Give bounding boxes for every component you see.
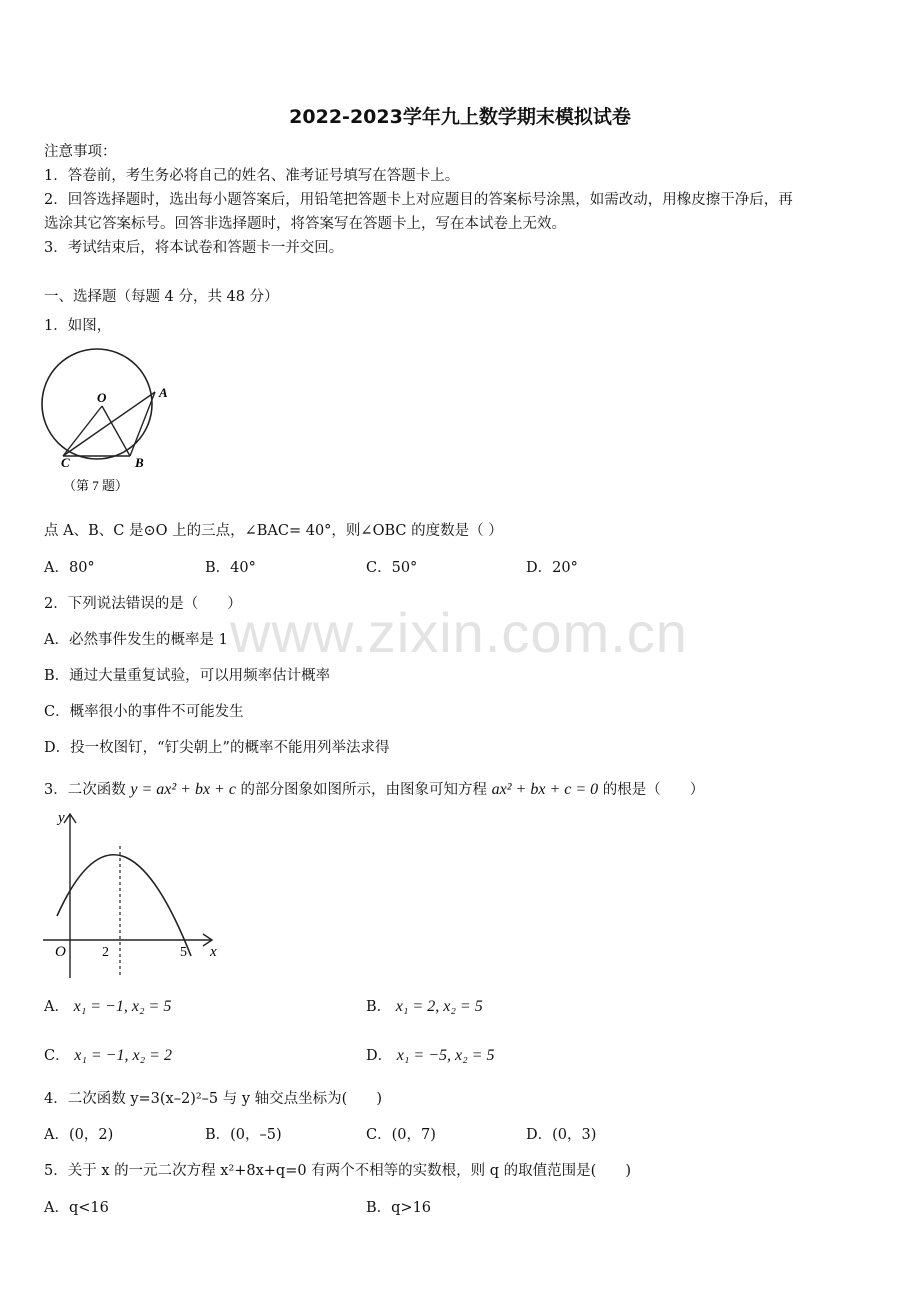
q3-option-b-letter: B． bbox=[366, 999, 392, 1015]
notice-item-2-cont: 选涂其它答案标号。回答非选择题时，将答案写在答题卡上，写在本试卷上无效。 bbox=[44, 216, 566, 232]
q1-option-d: D．20° bbox=[526, 560, 578, 576]
label-a: A bbox=[159, 385, 168, 400]
q3-parabola-graph bbox=[40, 806, 230, 980]
q3-stem bbox=[44, 778, 704, 799]
q2-option-a: A．必然事件发生的概率是 1 bbox=[44, 632, 228, 648]
q1-option-c: C．50° bbox=[366, 560, 418, 576]
q3-option-b bbox=[366, 995, 483, 1016]
q3-option-d-expr: x₁ = −5, x₂ = 5 bbox=[396, 1047, 495, 1064]
notice-item-3: 3．考试结束后，将本试卷和答题卡一并交回。 bbox=[44, 240, 344, 256]
q3-equation-expr: ax² + bx + c = 0 bbox=[491, 781, 599, 798]
label-c: C bbox=[61, 455, 70, 470]
notice-item-2: 2．回答选择题时，选出每小题答案后，用铅笔把答题卡上对应题目的答案标号涂黑，如需改动，用橡皮擦干净后，再 bbox=[44, 192, 793, 208]
q4-option-b: B．(0，–5) bbox=[205, 1127, 282, 1143]
q3-end: 的根是（ ） bbox=[602, 782, 705, 798]
segment-ca bbox=[63, 392, 155, 456]
segment-ab bbox=[130, 392, 155, 456]
y-label: y bbox=[58, 810, 65, 826]
q3-option-a-letter: A． bbox=[44, 999, 69, 1015]
q1-text: 点 A、B、C 是⊙O 上的三点，∠BAC= 40°，则∠OBC 的度数是（ ） bbox=[44, 523, 503, 539]
q3-option-c-expr: x₁ = −1, x₂ = 2 bbox=[74, 1047, 172, 1064]
label-o: O bbox=[97, 390, 107, 405]
q4-option-a: A．(0，2) bbox=[44, 1127, 114, 1143]
label-b: B bbox=[135, 455, 144, 470]
segment-oc bbox=[63, 406, 102, 456]
q2-stem: 2．下列说法错误的是（ ） bbox=[44, 596, 242, 612]
figure-caption: （第 7 题） bbox=[63, 478, 129, 493]
x-label: x bbox=[210, 944, 217, 960]
q3-option-d bbox=[366, 1044, 494, 1065]
q2-option-c: C．概率很小的事件不可能发生 bbox=[44, 704, 244, 720]
section-heading: 一、选择题（每题 4 分，共 48 分） bbox=[44, 289, 279, 305]
q3-option-a-expr: x₁ = −1, x₂ = 5 bbox=[73, 998, 172, 1015]
tick-label-2: 2 bbox=[102, 945, 109, 960]
q2-option-b: B．通过大量重复试验，可以用频率估计概率 bbox=[44, 668, 331, 684]
notice-heading: 注意事项： bbox=[44, 144, 117, 160]
q4-stem: 4．二次函数 y=3(x–2)²–5 与 y 轴交点坐标为( ) bbox=[44, 1091, 382, 1107]
origin-label: O bbox=[55, 944, 66, 960]
q3-mid: 的部分图象如图所示，由图象可知方程 bbox=[240, 782, 488, 798]
q3-option-c-letter: C． bbox=[44, 1048, 70, 1064]
q3-function-expr: y = ax² + bx + c bbox=[130, 781, 236, 798]
q1-circle-figure bbox=[40, 344, 180, 496]
q3-num: 3．二次函数 bbox=[44, 782, 126, 798]
q1-stem: 1．如图， bbox=[44, 318, 112, 334]
watermark: www.zixin.com.cn bbox=[230, 601, 688, 664]
q5-option-a: A．q<16 bbox=[44, 1200, 109, 1216]
q3-option-d-letter: D． bbox=[366, 1048, 393, 1064]
page-title: 2022-2023学年九上数学期末模拟试卷 bbox=[289, 106, 631, 128]
q4-option-c: C．(0，7) bbox=[366, 1127, 436, 1143]
q3-option-b-expr: x₁ = 2, x₂ = 5 bbox=[395, 998, 483, 1015]
q2-option-d: D．投一枚图钉，“钉尖朝上”的概率不能用列举法求得 bbox=[44, 740, 390, 756]
parabola-curve bbox=[57, 855, 191, 956]
notice-item-1: 1．答卷前，考生务必将自己的姓名、准考证号填写在答题卡上。 bbox=[44, 168, 460, 184]
q5-stem: 5．关于 x 的一元二次方程 x²+8x+q=0 有两个不相等的实数根，则 q 的取值范围是( ) bbox=[44, 1163, 631, 1179]
segment-ob bbox=[102, 406, 130, 456]
q1-option-b: B．40° bbox=[205, 560, 256, 576]
q3-option-c bbox=[44, 1044, 172, 1065]
q5-option-b: B．q>16 bbox=[366, 1200, 432, 1216]
q3-option-a bbox=[44, 995, 171, 1016]
tick-label-5: 5 bbox=[180, 945, 187, 960]
q1-option-a: A．80° bbox=[44, 560, 95, 576]
q4-option-d: D．(0，3) bbox=[526, 1127, 597, 1143]
